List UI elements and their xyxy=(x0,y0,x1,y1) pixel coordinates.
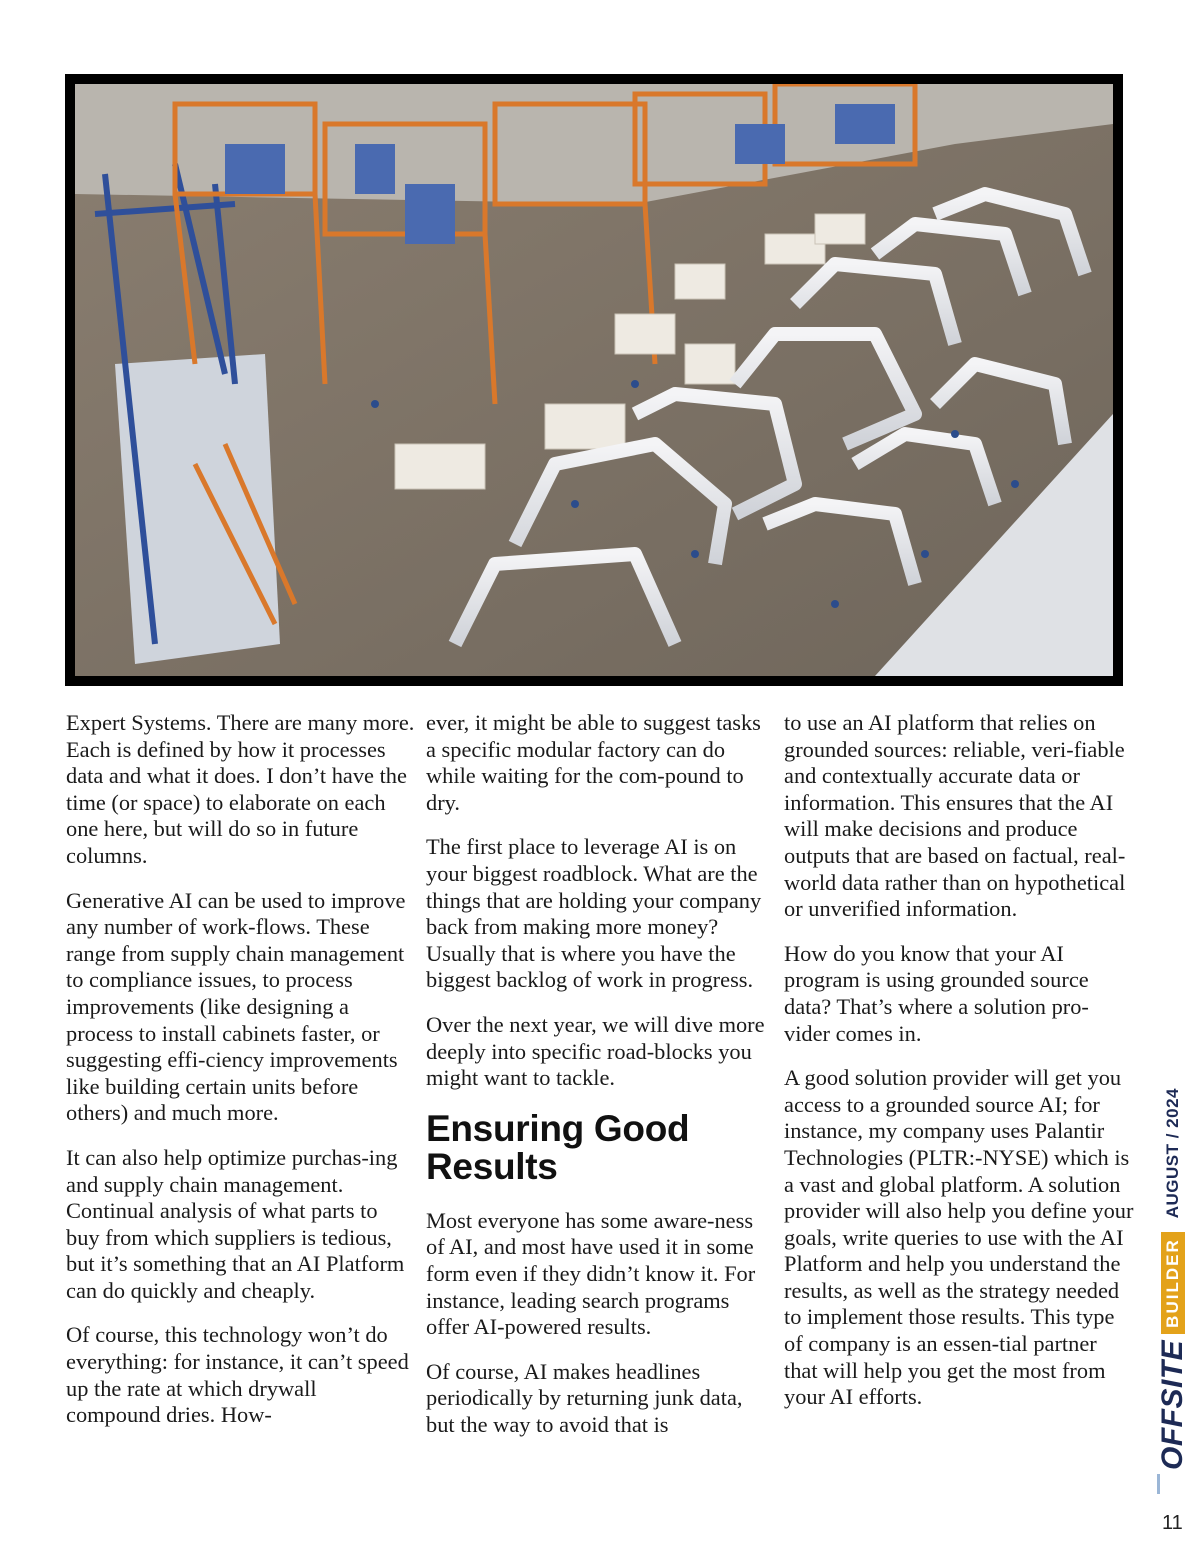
paragraph: A good solution provider will get you access to a grounded source AI; for instance, my company uses Palantir Technologies (PLTR:-NYSE) which is a vast and global platform. A solution provider will also help you define your goals, write queries to use with the AI Platform and help you understand the results, as well as the strategy needed to implement those results. This type of company is an essen-tial partner that will help you get the most from your AI efforts. xyxy=(784,1065,1134,1410)
magazine-sidebar xyxy=(1150,1088,1196,1470)
section-heading: Ensuring Good Results xyxy=(426,1107,690,1187)
paragraph: to use an AI platform that relies on grounded sources: reliable, veri-fiable and contextually accurate data or information. This ensures that the AI will make decisions and produce outputs that are based on factual, real-world data rather than on hypothetical or unverified information. xyxy=(784,710,1126,922)
text-column-3 xyxy=(784,710,1134,1429)
factory-floor-illustration xyxy=(75,84,1113,676)
paragraph: Expert Systems. There are many more. Each is defined by how it processes data and what it does. I don’t have the time (or space) to elaborate on each one here, but will do so in future columns. xyxy=(66,710,415,868)
paragraph: The first place to leverage AI is on your biggest roadblock. What are the things that are holding your company back from making more money? Usually that is where you have the biggest backlog of work in progress. xyxy=(426,834,762,993)
sidebar-divider xyxy=(1157,1474,1160,1494)
hero-image-frame xyxy=(65,74,1123,686)
text-column-2 xyxy=(426,710,776,1456)
paragraph: Generative AI can be used to improve any number of work-flows. These range from supply chain management to compliance issues, to process improvements (like designing a process to install cabinets faster, or suggesting effi-ciency improvements like building certain units before others) and much more. xyxy=(66,887,406,1126)
text-column-1 xyxy=(66,710,416,1447)
paragraph: Over the next year, we will dive more deeply into specific road-blocks you might want to tackle. xyxy=(426,1011,765,1091)
paragraph: How do you know that your AI program is using grounded source data? That’s where a solution pro-vider comes in. xyxy=(784,940,1089,1046)
paragraph: ever, it might be able to suggest tasks a specific modular factory can do while waiting for the com-pound to dry. xyxy=(426,710,761,815)
paragraph: Of course, this technology won’t do everything: for instance, it can’t speed up the rate at which drywall compound dries. How- xyxy=(66,1322,409,1428)
paragraph: It can also help optimize purchas-ing and supply chain management. Continual analysis of what parts to buy from which suppliers is tedious, but it’s something that an AI Platform can do quickly and cheaply. xyxy=(66,1144,405,1303)
paragraph: Most everyone has some aware-ness of AI, and most have used it in some form even if they didn’t know it. For instance, leading search programs offer AI-powered results. xyxy=(426,1207,756,1340)
issue-date: AUGUST / 2024 xyxy=(1163,1088,1182,1219)
page-number: 11 xyxy=(1162,1512,1183,1534)
paragraph: Of course, AI makes headlines periodically by returning junk data, but the way to avoid that is xyxy=(426,1358,743,1437)
brand-builder: BUILDER xyxy=(1161,1232,1185,1334)
brand-offsite: OFFSITE xyxy=(1156,1339,1189,1470)
